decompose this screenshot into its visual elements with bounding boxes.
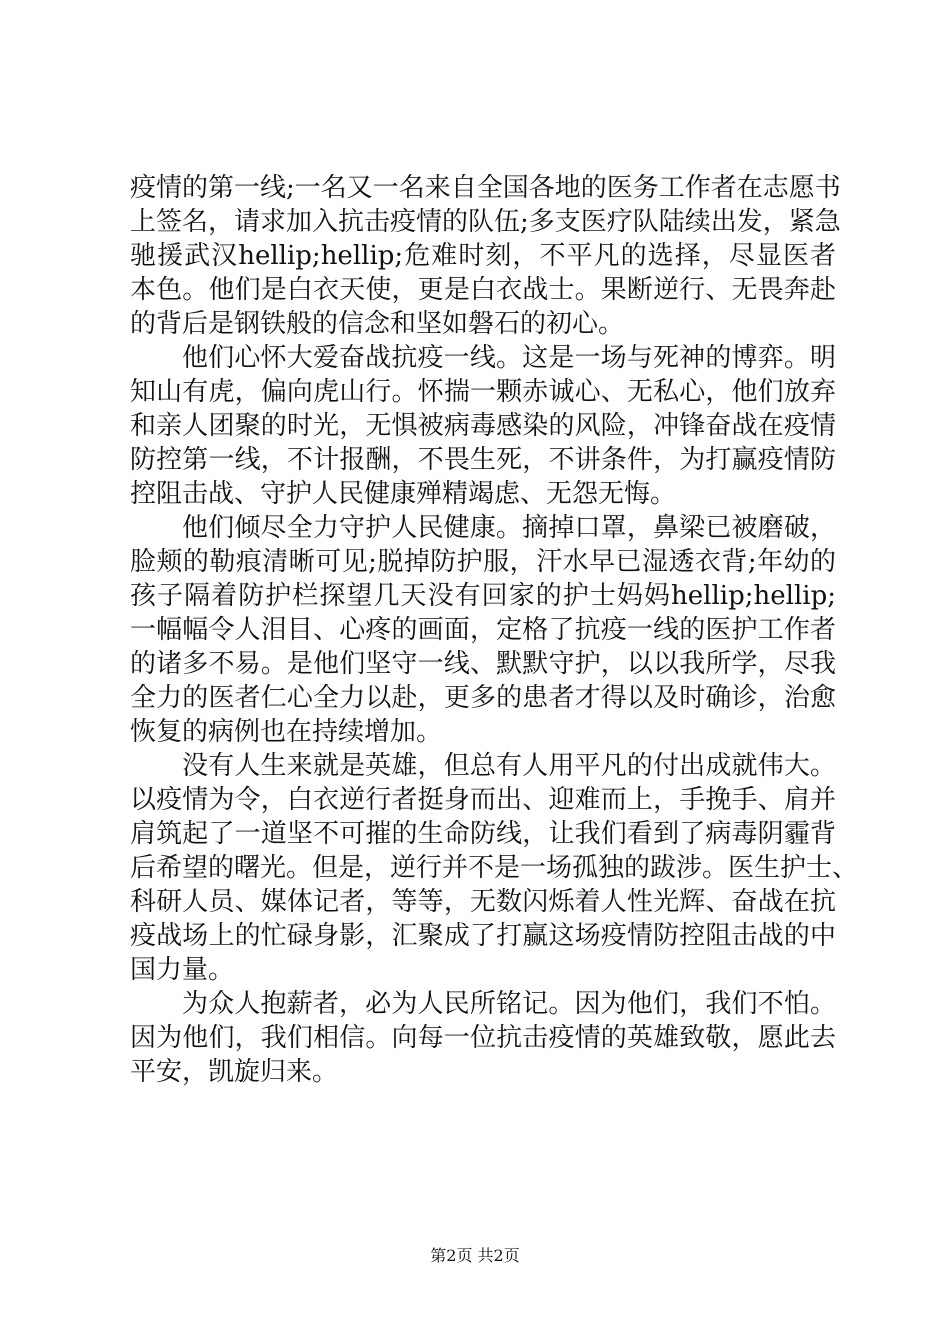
text-line: 防控第一线，不计报酬，不畏生死，不讲条件，为打赢疫情防 bbox=[130, 445, 836, 475]
text-line: 上签名，请求加入抗击疫情的队伍;多支医疗队陆续出发，紧急 bbox=[130, 207, 841, 237]
paragraph-2 bbox=[130, 341, 836, 511]
text-line: 肩筑起了一道坚不可摧的生命防线，让我们看到了病毒阴霾背 bbox=[130, 819, 836, 849]
text-line: 的诸多不易。是他们坚守一线、默默守护，以以我所学，尽我 bbox=[130, 649, 836, 679]
text-line: 恢复的病例也在持续增加。 bbox=[130, 717, 443, 747]
text-line: 国力量。 bbox=[130, 955, 235, 985]
text-line: 科研人员、媒体记者，等等，无数闪烁着人性光辉、奋战在抗 bbox=[130, 887, 836, 917]
text-line: 知山有虎，偏向虎山行。怀揣一颗赤诚心、无私心，他们放弃 bbox=[130, 377, 836, 407]
text-line: 为众人抱薪者，必为人民所铭记。因为他们，我们不怕。 bbox=[182, 989, 836, 1019]
text-line: 控阻击战、守护人民健康殚精竭虑、无怨无悔。 bbox=[130, 479, 677, 509]
document-body bbox=[130, 171, 859, 1089]
text-line: 一幅幅令人泪目、心疼的画面，定格了抗疫一线的医护工作者 bbox=[130, 615, 836, 645]
text-line: 没有人生来就是英雄，但总有人用平凡的付出成就伟大。 bbox=[182, 751, 836, 781]
page-footer bbox=[0, 1246, 950, 1266]
text-line: 他们心怀大爱奋战抗疫一线。这是一场与死神的博弈。明 bbox=[182, 343, 836, 373]
page-number-label: 第2页 共2页 bbox=[430, 1246, 520, 1265]
paragraph-3 bbox=[130, 511, 836, 749]
paragraph-5 bbox=[130, 987, 836, 1089]
text-line: 疫情的第一线;一名又一名来自全国各地的医务工作者在志愿书 bbox=[130, 173, 841, 203]
text-line: 驰援武汉hellip;hellip;危难时刻，不平凡的选择，尽显医者 bbox=[130, 241, 836, 271]
text-line: 的背后是钢铁般的信念和坚如磐石的初心。 bbox=[130, 309, 625, 339]
text-line: 因为他们，我们相信。向每一位抗击疫情的英雄致敬，愿此去 bbox=[130, 1023, 836, 1053]
text-line: 和亲人团聚的时光，无惧被病毒感染的风险，冲锋奋战在疫情 bbox=[130, 411, 836, 441]
text-line: 后希望的曙光。但是，逆行并不是一场孤独的跋涉。医生护士、 bbox=[130, 853, 859, 883]
text-line: 以疫情为令，白衣逆行者挺身而出、迎难而上，手挽手、肩并 bbox=[130, 785, 836, 815]
text-line: 全力的医者仁心全力以赴，更多的患者才得以及时确诊，治愈 bbox=[130, 683, 836, 713]
paragraph-1 bbox=[130, 171, 841, 341]
text-line: 本色。他们是白衣天使，更是白衣战士。果断逆行、无畏奔赴 bbox=[130, 275, 836, 305]
text-line: 疫战场上的忙碌身影，汇聚成了打赢这场疫情防控阻击战的中 bbox=[130, 921, 836, 951]
text-line: 脸颊的勒痕清晰可见;脱掉防护服，汗水早已湿透衣背;年幼的 bbox=[130, 547, 836, 577]
text-line: 他们倾尽全力守护人民健康。摘掉口罩，鼻梁已被磨破， bbox=[182, 513, 836, 543]
text-line: 孩子隔着防护栏探望几天没有回家的护士妈妈hellip;hellip; bbox=[130, 581, 836, 611]
paragraph-4 bbox=[130, 749, 859, 987]
text-line: 平安，凯旋归来。 bbox=[130, 1057, 339, 1087]
